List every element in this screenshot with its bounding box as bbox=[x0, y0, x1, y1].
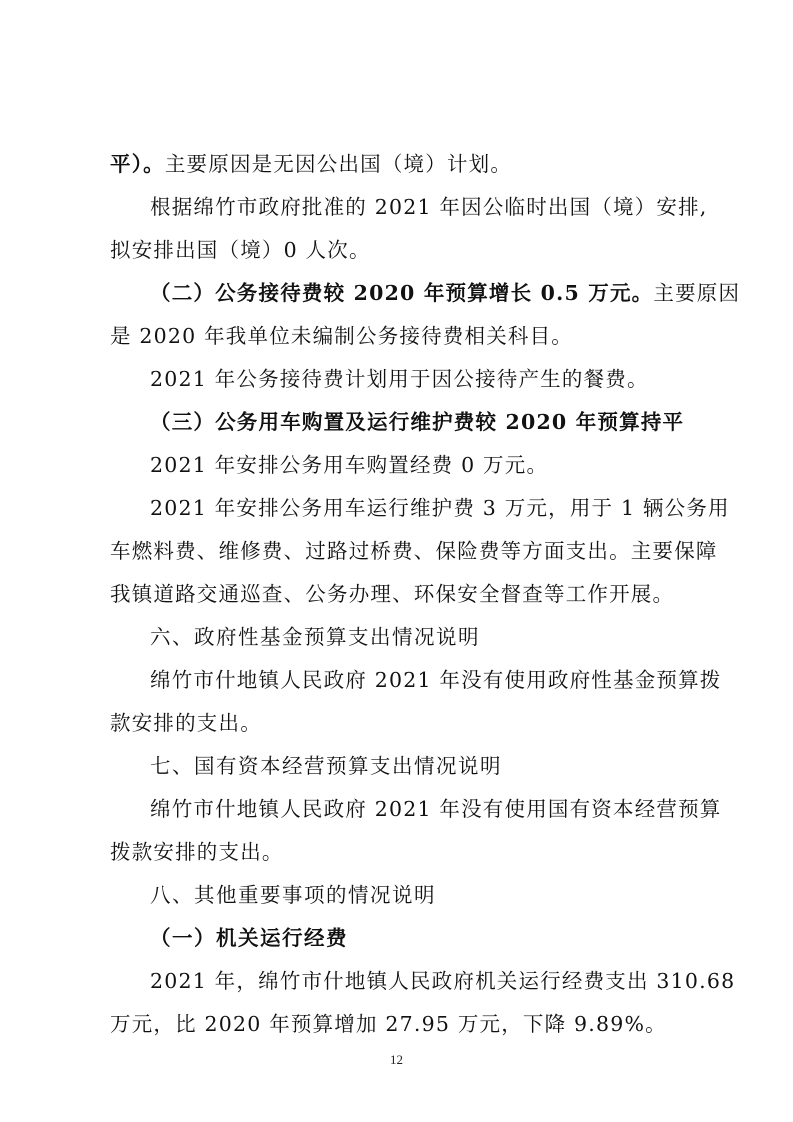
paragraph-line: 绵竹市什地镇人民政府 2021 年没有使用国有资本经营预算 bbox=[150, 797, 722, 821]
body-text: 主要原因 bbox=[653, 281, 741, 305]
paragraph-line: 拟安排出国（境）0 人次。 bbox=[110, 238, 371, 262]
paragraph-line: 款安排的支出。 bbox=[110, 711, 262, 735]
paragraph-line bbox=[150, 279, 750, 307]
paragraph-line: 2021 年安排公务用车运行维护费 3 万元，用于 1 辆公务用 bbox=[150, 496, 730, 520]
paragraph-line bbox=[110, 150, 710, 178]
paragraph-line: 是 2020 年我单位未编制公务接待费相关科目。 bbox=[110, 324, 574, 348]
subsection-heading: （一）机关运行经费 bbox=[150, 926, 348, 950]
paragraph-line: 根据绵竹市政府批准的 2021 年因公临时出国（境）安排, bbox=[150, 195, 708, 219]
section-heading: 八、其他重要事项的情况说明 bbox=[150, 883, 436, 907]
section-heading-bold: （二）公务接待费较 2020 年预算增长 0.5 万元。 bbox=[150, 281, 654, 305]
paragraph-line: 车燃料费、维修费、过路过桥费、保险费等方面支出。主要保障 bbox=[110, 539, 718, 563]
paragraph-line: 拨款安排的支出。 bbox=[110, 840, 284, 864]
paragraph-line: 2021 年安排公务用车购置经费 0 万元。 bbox=[150, 453, 549, 477]
section-heading: 六、政府性基金预算支出情况说明 bbox=[150, 625, 480, 649]
section-heading-bold: （三）公务用车购置及运行维护费较 2020 年预算持平 bbox=[150, 410, 685, 434]
paragraph-line: 2021 年公务接待费计划用于因公接待产生的餐费。 bbox=[150, 367, 649, 391]
paragraph-line: 2021 年，绵竹市什地镇人民政府机关运行经费支出 310.68 bbox=[150, 969, 736, 993]
section-heading: 七、国有资本经营预算支出情况说明 bbox=[150, 754, 502, 778]
body-text: 主要原因是无因公出国（境）计划。 bbox=[164, 152, 513, 176]
paragraph-line: 我镇道路交通巡查、公务办理、环保安全督查等工作开展。 bbox=[110, 582, 675, 606]
paragraph-line: 绵竹市什地镇人民政府 2021 年没有使用政府性基金预算拨 bbox=[150, 668, 722, 692]
page-number: 12 bbox=[390, 1052, 403, 1067]
paragraph-line: 万元，比 2020 年预算增加 27.95 万元，下降 9.89%。 bbox=[110, 1012, 667, 1036]
bold-text: 平）。 bbox=[110, 152, 165, 176]
